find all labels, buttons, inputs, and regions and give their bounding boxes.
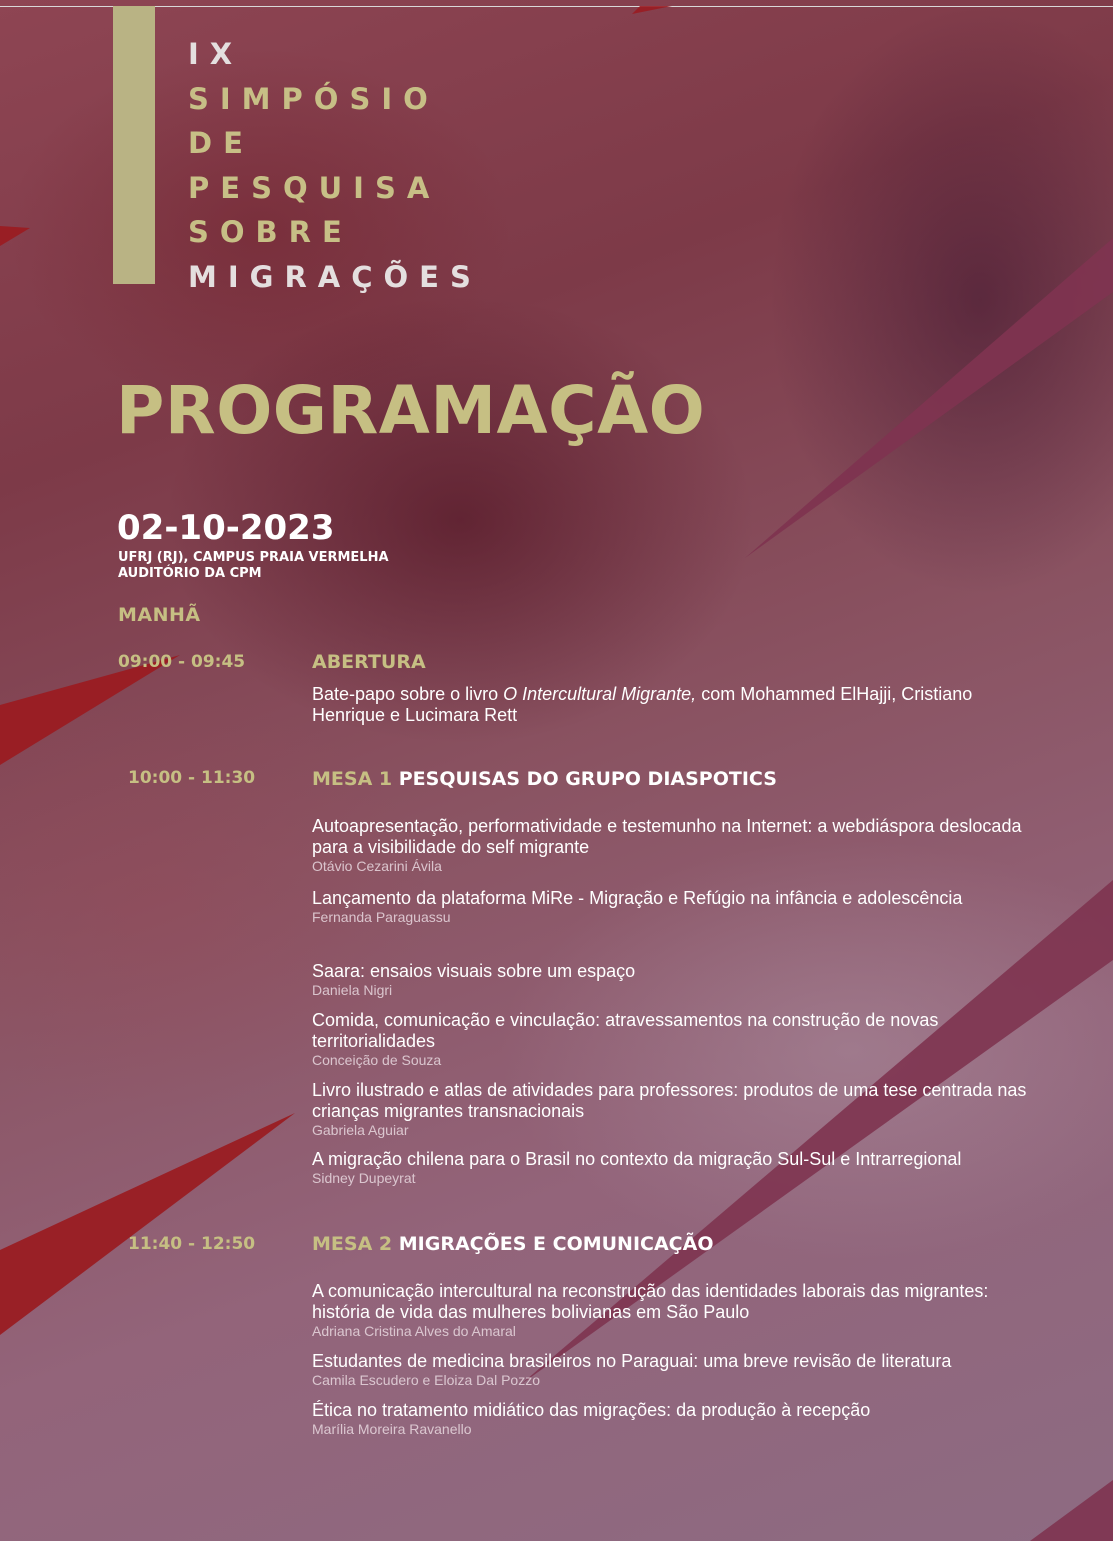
talk-author: Otávio Cezarini Ávila <box>312 858 442 874</box>
talk-item <box>312 961 1032 999</box>
session-name: ABERTURA <box>312 651 426 673</box>
session-name: MIGRAÇÕES E COMUNICAÇÃO <box>398 1233 714 1255</box>
triangle-bottom-right <box>1030 1480 1113 1541</box>
talk-title: A migração chilena para o Brasil no contexto da migração Sul-Sul e Intrarregional <box>312 1149 962 1169</box>
talk-author: Sidney Dupeyrat <box>312 1170 416 1186</box>
session-name: PESQUISAS DO GRUPO DIASPOTICS <box>398 768 777 790</box>
talk-title: Ética no tratamento midiático das migrações: da produção à recepção <box>312 1400 871 1420</box>
event-title <box>188 32 482 299</box>
session-time: 09:00 - 09:45 <box>118 652 246 672</box>
event-date: 02-10-2023 <box>117 508 335 548</box>
talk-author: Daniela Nigri <box>312 982 393 998</box>
venue-line: AUDITÓRIO DA CPM <box>118 566 262 581</box>
talk-title: A comunicação intercultural na reconstrução das identidades laborais das migrantes: história de vida das mulheres bolivianas em São Paulo <box>312 1281 989 1322</box>
talk-item <box>312 1351 1032 1389</box>
session-title <box>312 1233 713 1255</box>
talk-item <box>312 684 1032 726</box>
talk-item <box>312 1010 1032 1069</box>
accent-bar <box>113 6 155 284</box>
talk-title: Lançamento da plataforma MiRe - Migração e Refúgio na infância e adolescência <box>312 888 963 908</box>
session-time: 10:00 - 11:30 <box>128 768 256 788</box>
talk-title: Livro ilustrado e atlas de atividades para professores: produtos de uma tese centrada nas crianças migrantes transnacionais <box>312 1080 1027 1121</box>
event-title-line: SOBRE <box>188 215 353 249</box>
event-title-line: PESQUISA <box>188 170 441 205</box>
triangle-right-upper <box>745 238 1113 558</box>
event-title-line: DE <box>188 126 254 160</box>
period-label: MANHÃ <box>118 604 201 626</box>
talk-item <box>312 888 1032 926</box>
talk-item <box>312 1281 1032 1340</box>
talk-item <box>312 816 1032 875</box>
talk-author: Adriana Cristina Alves do Amaral <box>312 1323 516 1339</box>
talk-author: Marília Moreira Ravanello <box>312 1421 472 1437</box>
triangle-left-lower <box>0 1113 295 1335</box>
talk-author: Fernanda Paraguassu <box>312 909 451 925</box>
session-tag: MESA 2 <box>312 1233 393 1255</box>
triangle-top-center <box>632 6 672 14</box>
program-heading: PROGRAMAÇÃO <box>116 372 706 449</box>
event-title-line: IX <box>188 37 244 71</box>
talk-item <box>312 1080 1032 1139</box>
talk-author: Camila Escudero e Eloiza Dal Pozzo <box>312 1372 540 1388</box>
venue-line: UFRJ (RJ), CAMPUS PRAIA VERMELHA <box>118 550 389 565</box>
talk-author: Conceição de Souza <box>312 1052 442 1068</box>
talk-author: Gabriela Aguiar <box>312 1122 409 1138</box>
talk-title: Autoapresentação, performatividade e testemunho na Internet: a webdiáspora deslocada para a visibilidade do self migrante <box>312 816 1022 857</box>
triangle-top-left <box>0 226 30 246</box>
event-title-line: MIGRAÇÕES <box>188 259 482 294</box>
session-time: 11:40 - 12:50 <box>128 1234 256 1254</box>
talk-title: Estudantes de medicina brasileiros no Paraguai: uma breve revisão de literatura <box>312 1351 952 1371</box>
session-title <box>312 651 426 673</box>
talk-title: Saara: ensaios visuais sobre um espaço <box>312 961 636 981</box>
talk-title: Bate-papo sobre o livro O Intercultural Migrante, com Mohammed ElHajji, Cristiano Henrique e Lucimara Rett <box>312 684 973 725</box>
session-title <box>312 768 777 790</box>
talk-item <box>312 1149 1032 1187</box>
talk-title: Comida, comunicação e vinculação: atravessamentos na construção de novas territorialidades <box>312 1010 939 1051</box>
talk-item <box>312 1400 1032 1438</box>
session-tag: MESA 1 <box>312 768 393 790</box>
event-title-line: SIMPÓSIO <box>188 81 439 116</box>
